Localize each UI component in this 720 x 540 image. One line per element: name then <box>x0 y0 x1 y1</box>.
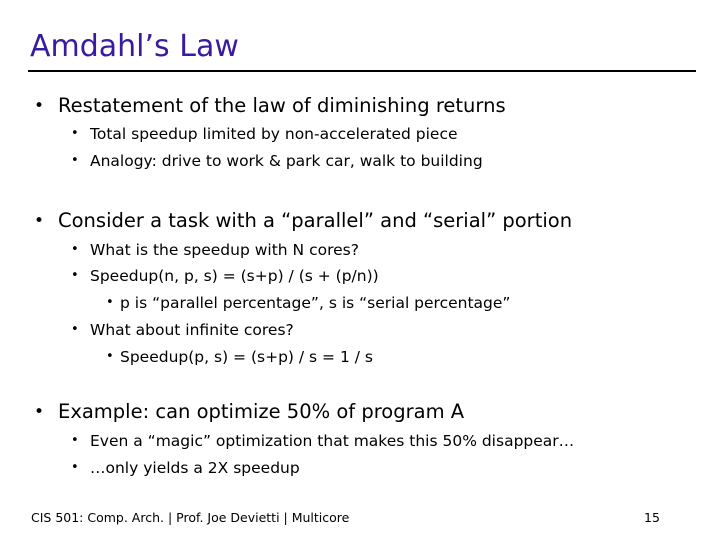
bullet-dot-icon: • <box>34 402 45 422</box>
bullet-text: Example: can optimize 50% of program A <box>58 400 465 423</box>
bullet-dot-icon: • <box>34 211 45 231</box>
bullet-text: Analogy: drive to work & park car, walk to building <box>90 152 483 170</box>
bullet-dot-icon: • <box>106 295 114 310</box>
footer-course-info: CIS 501: Comp. Arch. | Prof. Joe Devietti | Multicore <box>31 510 350 525</box>
bullet-level2-analogy <box>71 151 483 171</box>
bullet-text: Consider a task with a “parallel” and “serial” portion <box>58 209 573 232</box>
bullet-dot-icon: • <box>34 96 45 116</box>
bullet-text: What about infinite cores? <box>90 321 294 339</box>
bullet-text: Speedup(p, s) = (s+p) / s = 1 / s <box>120 348 373 366</box>
bullet-dot-icon: • <box>71 322 79 337</box>
bullet-dot-icon: • <box>71 460 79 475</box>
bullet-level1-consider-task <box>34 208 573 234</box>
bullet-level2-speedup-formula <box>71 266 379 286</box>
bullet-text: p is “parallel percentage”, s is “serial percentage” <box>120 294 511 312</box>
bullet-level2-magic-optimization <box>71 431 575 451</box>
slide-title: Amdahl’s Law <box>30 29 239 64</box>
bullet-level2-2x-speedup <box>71 458 300 478</box>
bullet-text: Even a “magic” optimization that makes this 50% disappear… <box>90 432 575 450</box>
bullet-level3-parallel-serial <box>106 293 511 313</box>
title-divider <box>28 70 696 72</box>
bullet-text: Speedup(n, p, s) = (s+p) / (s + (p/n)) <box>90 267 379 285</box>
bullet-text: Restatement of the law of diminishing returns <box>58 94 506 117</box>
bullet-text: What is the speedup with N cores? <box>90 241 359 259</box>
bullet-dot-icon: • <box>71 153 79 168</box>
bullet-level2-infinite-cores <box>71 320 294 340</box>
bullet-text: Total speedup limited by non-accelerated piece <box>90 125 458 143</box>
bullet-level2-speedup-n-cores <box>71 240 359 260</box>
bullet-dot-icon: • <box>106 349 114 364</box>
bullet-dot-icon: • <box>71 433 79 448</box>
bullet-level1-restatement <box>34 93 506 119</box>
bullet-text: …only yields a 2X speedup <box>90 459 300 477</box>
footer-page-number: 15 <box>644 510 660 525</box>
bullet-level3-infinite-formula <box>106 347 373 367</box>
bullet-dot-icon: • <box>71 242 79 257</box>
bullet-dot-icon: • <box>71 126 79 141</box>
bullet-dot-icon: • <box>71 268 79 283</box>
bullet-level2-speedup-limited <box>71 124 458 144</box>
bullet-level1-example <box>34 399 465 425</box>
